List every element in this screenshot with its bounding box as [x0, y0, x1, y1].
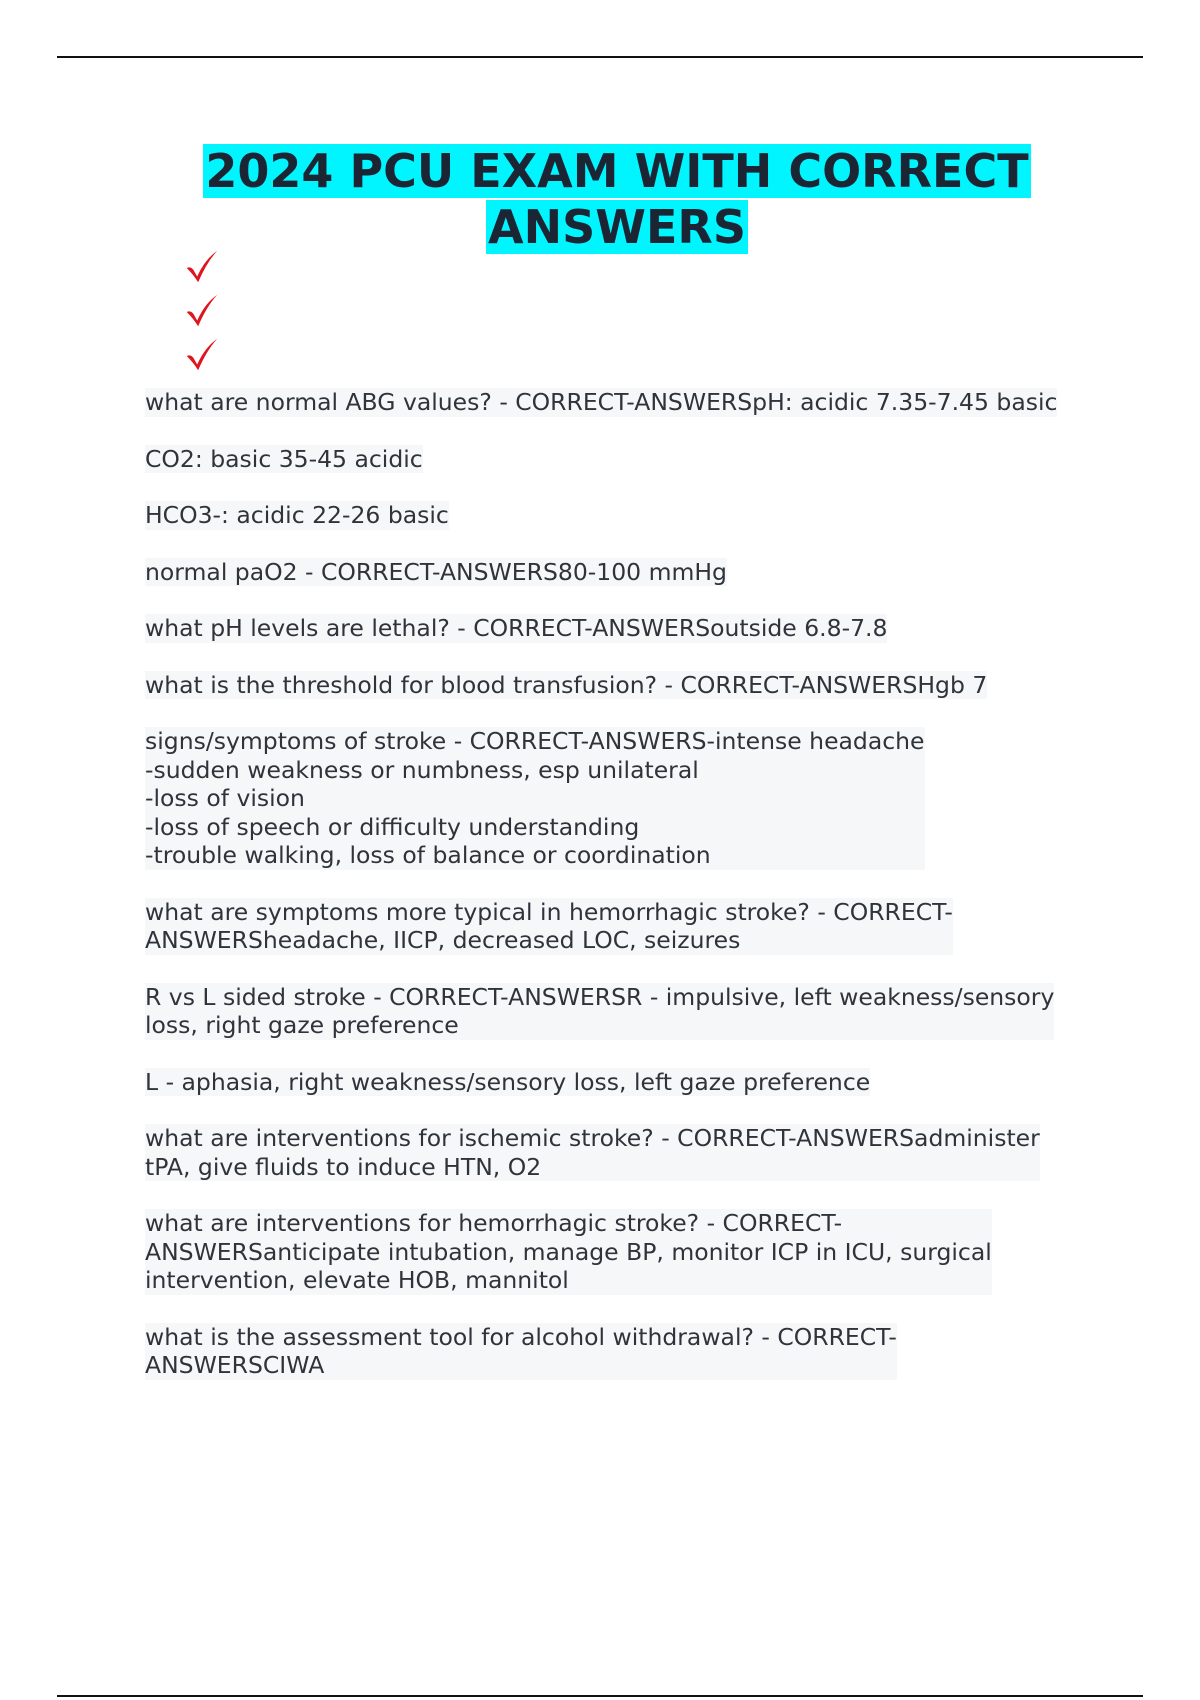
qa-line: -trouble walking, loss of balance or coordination [145, 841, 711, 869]
qa-line: intervention, elevate HOB, mannitol [145, 1266, 569, 1294]
checkmark-icon [182, 336, 220, 374]
qa-item [145, 671, 987, 700]
qa-item [145, 445, 423, 474]
checkmark-group [182, 248, 232, 380]
page-title [100, 143, 1134, 255]
top-rule [57, 56, 1143, 58]
qa-line: what are normal ABG values? - CORRECT-ANSWERSpH: acidic 7.35-7.45 basic [145, 388, 1058, 416]
qa-line: R vs L sided stroke - CORRECT-ANSWERSR - impulsive, left weakness/sensory [145, 982, 1055, 1011]
qa-line: what are interventions for ischemic stroke? - CORRECT-ANSWERSadminister [145, 1124, 1040, 1152]
qa-item [145, 1068, 870, 1097]
page-title-text: 2024 PCU EXAM WITH CORRECT ANSWERS [205, 144, 1029, 254]
qa-line: ANSWERSCIWA [145, 1351, 325, 1379]
qa-line: -loss of vision [145, 784, 305, 812]
qa-line: ANSWERSheadache, IICP, decreased LOC, seizures [145, 926, 741, 954]
qa-line: loss, right gaze preference [145, 1011, 459, 1039]
qa-item [145, 898, 953, 955]
qa-line: -sudden weakness or numbness, esp unilateral [145, 755, 699, 784]
bottom-rule [57, 1695, 1143, 1697]
qa-line: what is the assessment tool for alcohol withdrawal? - CORRECT- [145, 1322, 897, 1351]
qa-item [145, 727, 925, 870]
qa-line: -loss of speech or difficulty understanding [145, 812, 640, 841]
qa-line: normal paO2 - CORRECT-ANSWERS80-100 mmHg [145, 557, 727, 586]
checkmark-icon [182, 292, 220, 330]
qa-line: tPA, give fluids to induce HTN, O2 [145, 1152, 542, 1181]
qa-item [145, 501, 449, 530]
checkmark-icon [182, 248, 220, 286]
qa-item [145, 983, 1054, 1040]
qa-line: HCO3-: acidic 22-26 basic [145, 501, 449, 529]
qa-item [145, 388, 1057, 417]
qa-line: what are symptoms more typical in hemorrhagic stroke? - CORRECT- [145, 897, 953, 926]
qa-item [145, 614, 887, 643]
qa-item [145, 1124, 1040, 1181]
qa-line: what is the threshold for blood transfusion? - CORRECT-ANSWERSHgb 7 [145, 670, 988, 699]
qa-line: CO2: basic 35-45 acidic [145, 444, 423, 473]
qa-list [145, 388, 1105, 1408]
qa-line: what are interventions for hemorrhagic stroke? - CORRECT- [145, 1209, 843, 1237]
qa-line: what pH levels are lethal? - CORRECT-ANSWERSoutside 6.8-7.8 [145, 614, 888, 642]
qa-line: ANSWERSanticipate intubation, manage BP, monitor ICP in ICU, surgical [145, 1237, 992, 1266]
qa-line: L - aphasia, right weakness/sensory loss, left gaze preference [145, 1067, 871, 1096]
qa-item [145, 558, 727, 587]
qa-line: signs/symptoms of stroke - CORRECT-ANSWERS-intense headache [145, 727, 925, 755]
qa-item [145, 1209, 992, 1295]
qa-item [145, 1323, 897, 1380]
